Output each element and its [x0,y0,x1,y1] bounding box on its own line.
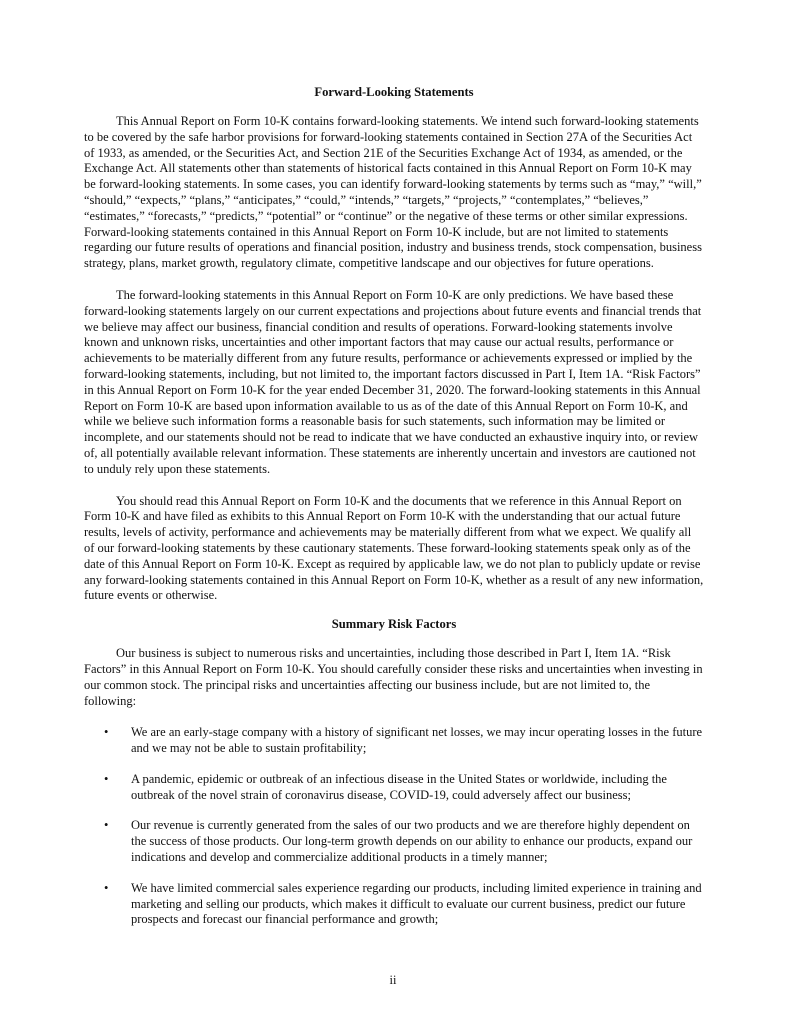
summary-risk-heading: Summary Risk Factors [331,617,457,632]
risk-factor-text: A pandemic, epidemic or outbreak of an infectious disease in the United States or worldwide, including the outbreak of the novel strain of coronavirus disease, COVID-19, could adversely affect our business; [131,771,667,802]
risk-factor-text: Our revenue is currently generated from the sales of our two products and we are therefore highly dependent on the success of those products. Our long-term growth depends on our ability to enhance our products, expand our indications and develop and commercialize additional products in a timely manner; [131,818,693,865]
risk-factor-text: We are an early-stage company with a history of significant net losses, we may incur operating losses in the future and we may not be able to sustain profitability; [131,725,703,756]
forward-looking-paragraph: This Annual Report on Form 10-K contains forward-looking statements. We intend such forward-looking statements to be covered by the safe harbor provisions for forward-looking statements contained in Section 27A of the Securities Act of 1933, as amended, or the Securities Act, and Section 21E of the Securities Exchange Act of 1934, as amended, or the Exchange Act. All statements other than statements of historical facts contained in this Annual Report on Form 10-K may be forward-looking statements. In some cases, you can identify forward-looking statements by terms such as “may,” “will,” “should,” “expects,” “plans,” “anticipates,” “could,” “intends,” “targets,” “projects,” “contemplates,” “believes,” “estimates,” “forecasts,” “predicts,” “potential” or “continue” or the negative of these terms or other similar expressions. Forward-looking statements contained in this Annual Report on Form 10-K include, but are not limited to statements regarding our future results of operations and financial position, industry and business trends, stock compensation, business strategy, plans, market growth, regulatory climate, competitive landscape and our objectives for future operations. [84,114,702,271]
bullet-icon: • [104,725,109,740]
forward-looking-heading: Forward-Looking Statements [314,85,474,99]
forward-looking-paragraph: The forward-looking statements in this Annual Report on Form 10-K are only predictions. We have based these forward-looking statements largely on our current expectations and projections about future events and financial trends that we believe may affect our business, financial condition and results of operations. Forward-looking statements involve known and unknown risks, uncertainties and other important factors that may cause our actual results, performance or achievements to be materially different from any future results, performance or achievements expressed or implied by the forward-looking statements, including, but not limited to, the important factors discussed in Part I, Item 1A. “Risk Factors” in this Annual Report on Form 10-K for the year ended December 31, 2020. The forward-looking statements in this Annual Report on Form 10-K are based upon information available to us as of the date of this Annual Report on Form 10-K, and while we believe such information forms a reasonable basis for such statements, such information may be limited or incomplete, and our statements should not be read to indicate that we have conducted an exhaustive inquiry into, or review of, all potentially available relevant information. These statements are inherently uncertain and investors are cautioned not to unduly rely upon these statements. [84,287,702,476]
risk-factor-item [84,818,704,865]
risk-factor-item [84,772,704,804]
risk-factor-list [84,725,704,928]
page-number: ii [389,973,397,987]
bullet-icon: • [104,880,109,895]
risk-factor-item [84,881,704,928]
bullet-icon: • [104,771,109,786]
risk-factor-text: We have limited commercial sales experience regarding our products, including limited experience in training and marketing and selling our products, which makes it difficult to evaluate our current business, predict our future prospects and forecast our financial performance and growth; [131,880,702,927]
document-page [84,84,704,943]
bullet-icon: • [104,818,109,833]
risk-factor-item [84,725,704,757]
summary-risk-intro: Our business is subject to numerous risks and uncertainties, including those described in Part I, Item 1A. “Risk Factors” in this Annual Report on Form 10-K. You should carefully consider these risks and uncertainties when investing in our common stock. The principal risks and uncertainties affecting our business include, but are not limited to, the following: [84,646,703,708]
forward-looking-paragraph: You should read this Annual Report on Form 10-K and the documents that we reference in this Annual Report on Form 10-K and have filed as exhibits to this Annual Report on Form 10-K with the understanding that our actual future results, levels of activity, performance and achievements may be materially different from what we expect. We qualify all of our forward-looking statements by these cautionary statements. These forward-looking statements speak only as of the date of this Annual Report on Form 10-K. Except as required by applicable law, we do not plan to publicly update or revise any forward-looking statements contained in this Annual Report on Form 10-K, whether as a result of any new information, future events or otherwise. [84,493,704,603]
